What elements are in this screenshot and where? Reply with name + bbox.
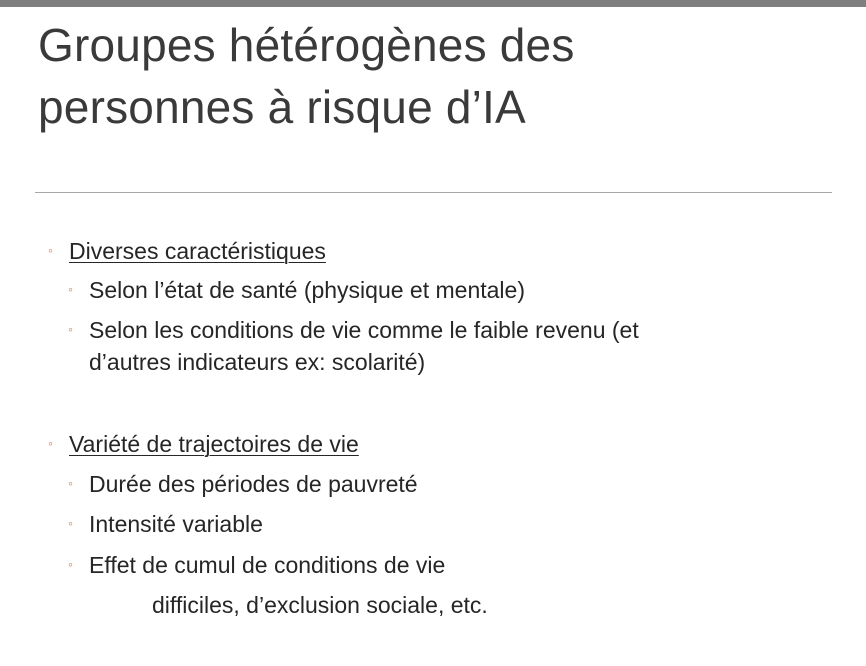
list-item-text: Effet de cumul de conditions de vie: [89, 552, 446, 578]
slide-title-line-2: personnes à risque d’IA: [38, 81, 526, 133]
bullet-icon: ◦: [68, 321, 73, 337]
section-heading-text: Diverses caractéristiques: [69, 238, 326, 264]
list-item-text: Intensité variable: [89, 511, 263, 537]
bullet-icon: ◦: [68, 556, 73, 572]
section-heading-text: Variété de trajectoires de vie: [69, 431, 359, 457]
bullet-icon: ◦: [68, 475, 73, 491]
list-item-text-continued: d’autres indicateurs ex: scolarité): [89, 349, 426, 375]
bullet-icon: ◦: [48, 242, 53, 258]
slide-title: [38, 14, 838, 138]
slide-title-line-1: Groupes hétérogènes des: [38, 19, 575, 71]
bullet-icon: ◦: [68, 281, 73, 297]
list-item-text: Selon l’état de santé (physique et mentale): [89, 277, 525, 303]
list-item-text-continued: difficiles, d’exclusion sociale, etc.: [152, 592, 488, 618]
top-bar: [0, 0, 866, 7]
list-item-text: Selon les conditions de vie comme le faible revenu (et: [89, 317, 639, 343]
title-divider: [35, 192, 832, 193]
bullet-icon: ◦: [68, 515, 73, 531]
bullet-icon: ◦: [48, 435, 53, 451]
list-item-text: Durée des périodes de pauvreté: [89, 471, 418, 497]
